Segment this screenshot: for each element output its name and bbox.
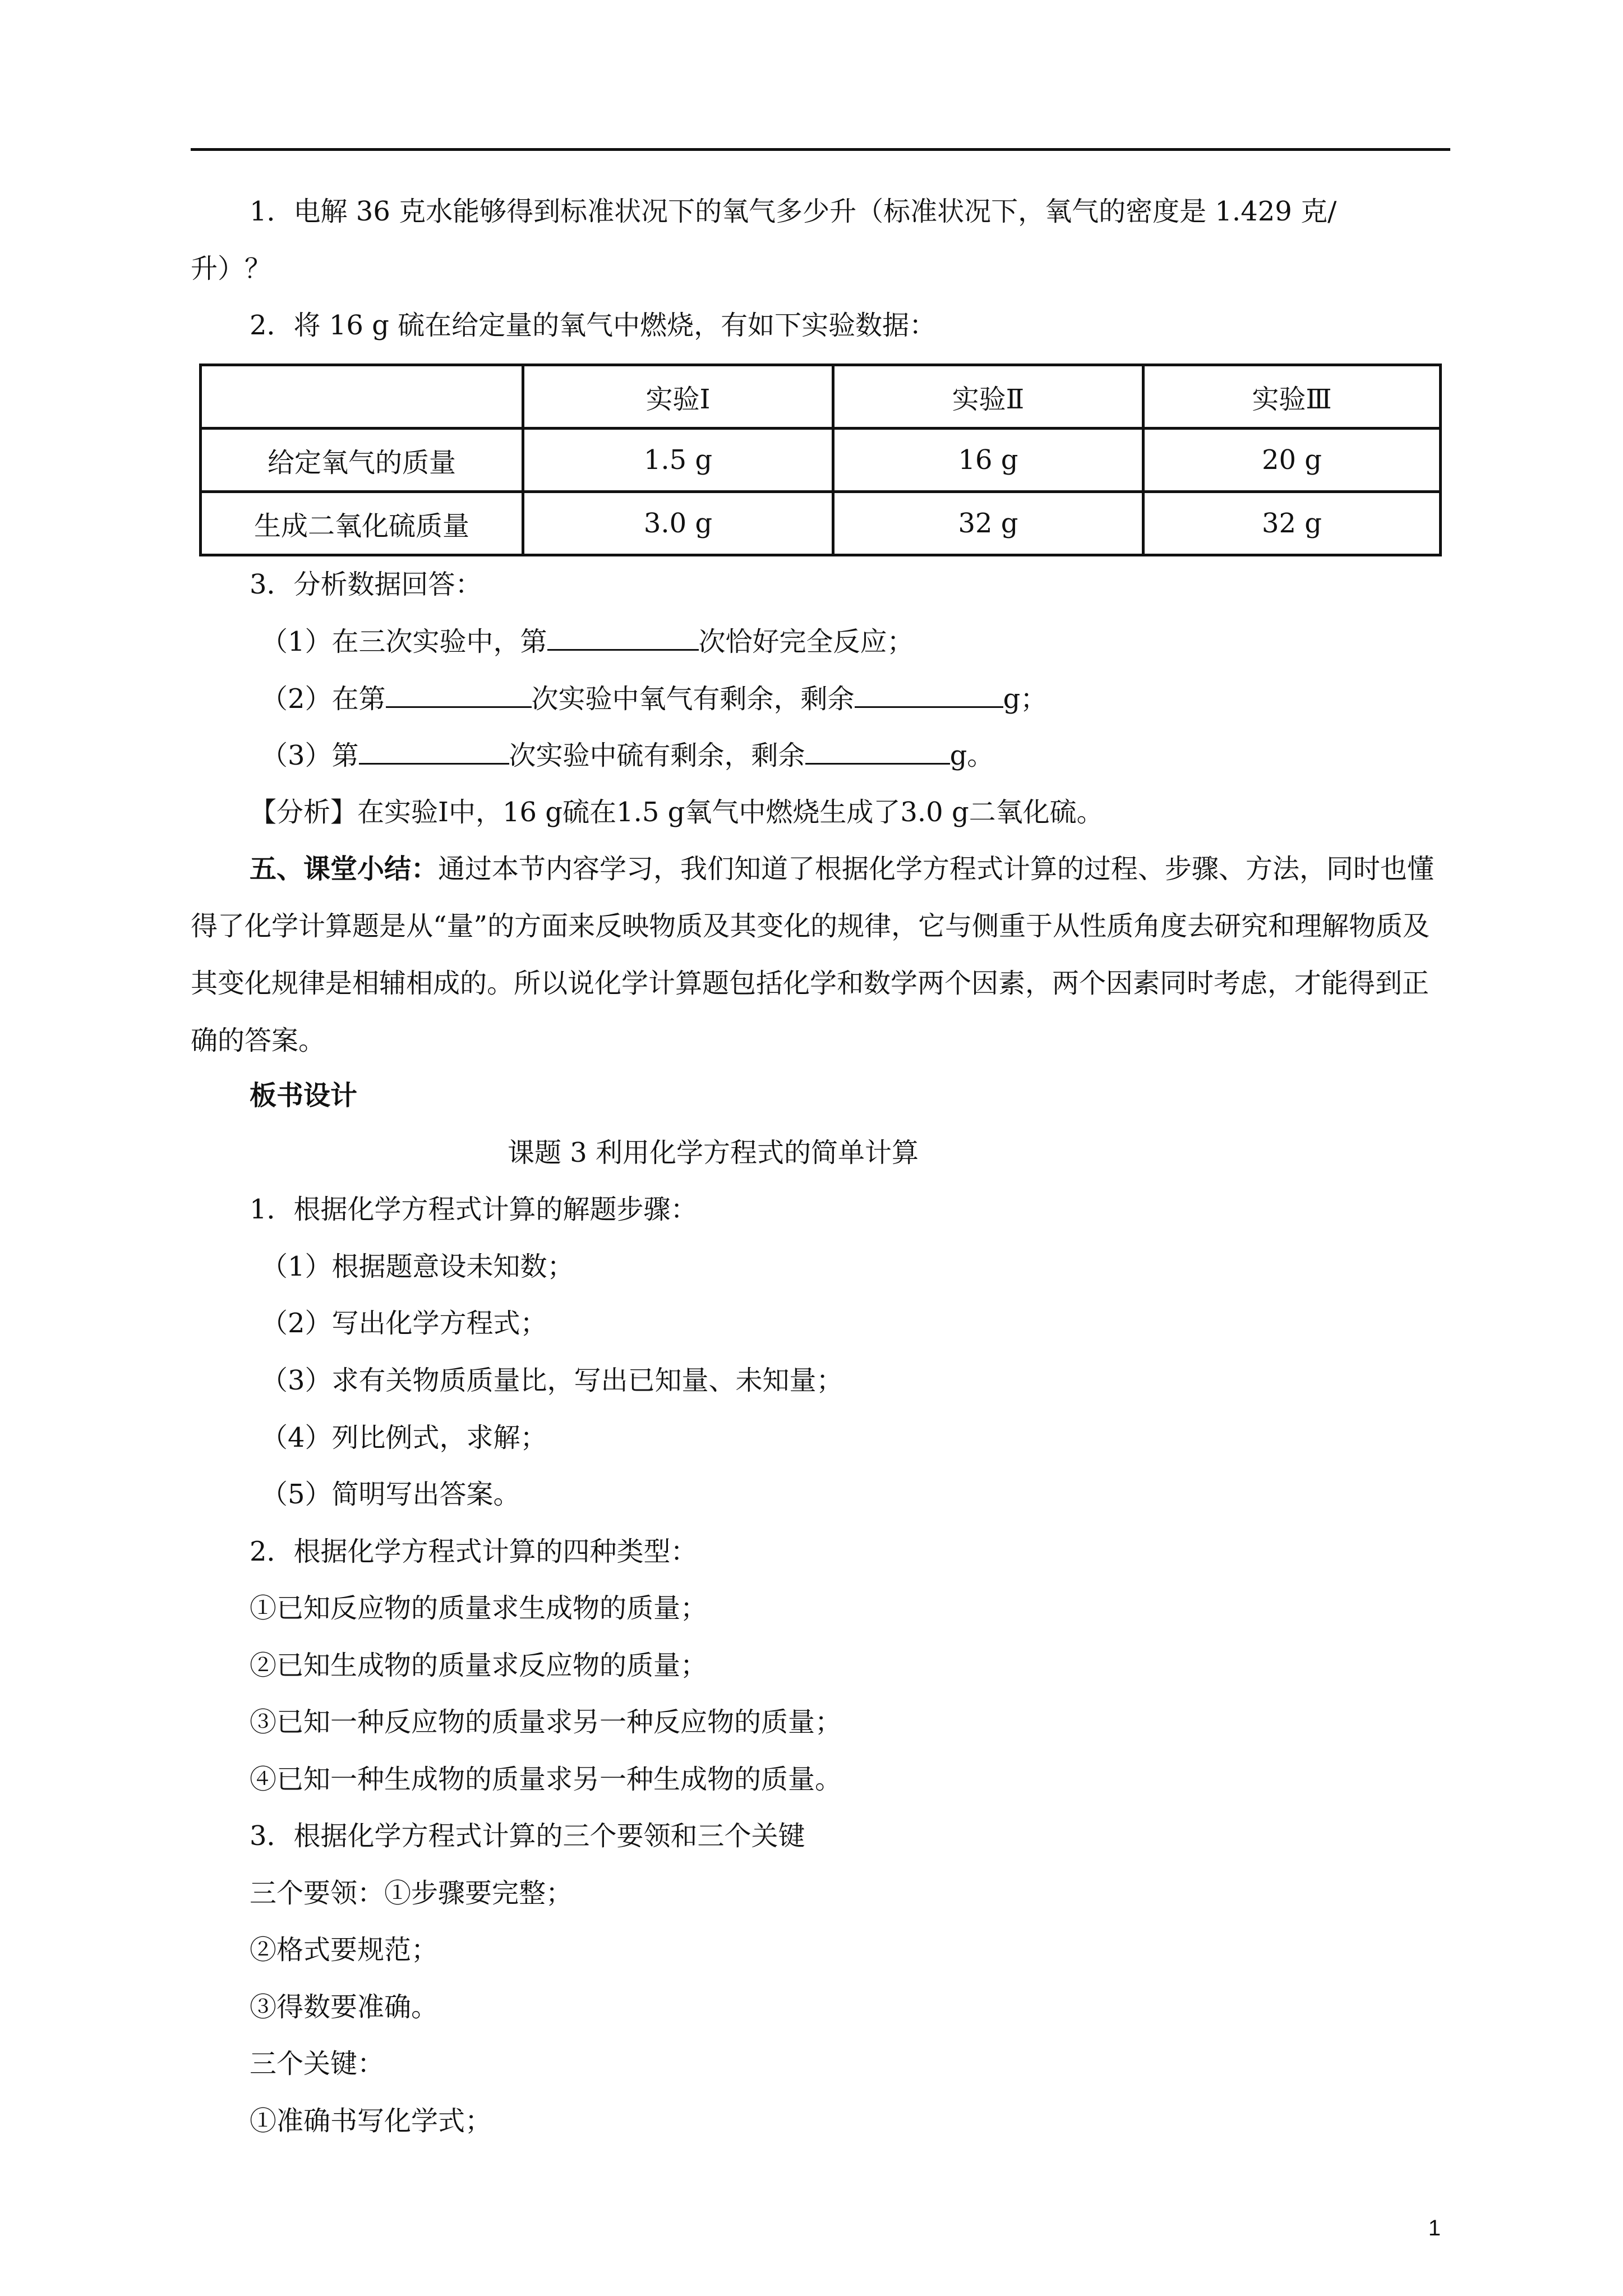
table-cell: 16 g	[833, 429, 1144, 492]
list-item: ②已知生成物的质量求反应物的质量；	[250, 1650, 708, 1681]
table-cell: 3.0 g	[523, 492, 833, 555]
table-row	[201, 429, 1441, 492]
list-item: ③已知一种反应物的质量求另一种反应物的质量；	[250, 1706, 842, 1738]
class-summary	[191, 840, 1450, 1069]
list-item: （1）根据题意设未知数；	[261, 1251, 574, 1282]
list-item: ①准确书写化学式；	[250, 2105, 492, 2137]
table-cell: 32 g	[1144, 492, 1441, 555]
item-text: g；	[1003, 683, 1048, 715]
item-text: 次实验中氧气有剩余，剩余	[531, 683, 855, 715]
list-item: 三个要领：①步骤要完整；	[250, 1878, 573, 1909]
item-text: 次实验中硫有剩余，剩余	[509, 740, 805, 771]
list-item: ④已知一种生成物的质量求另一种生成物的质量。	[250, 1764, 842, 1795]
table-header-cell: 实验Ⅱ	[833, 365, 1144, 429]
board-title: 课题 3 利用化学方程式的简单计算	[508, 1137, 919, 1168]
board-point-1: 1．根据化学方程式计算的解题步骤：	[250, 1194, 698, 1225]
board-heading: 板书设计	[250, 1080, 358, 1111]
list-item: ①已知反应物的质量求生成物的质量；	[250, 1593, 708, 1624]
list-item: （2）写出化学方程式；	[261, 1308, 547, 1339]
item-text: （1）在三次实验中，第	[261, 626, 547, 657]
experiment-table	[199, 364, 1442, 556]
item-text: （3）第	[261, 740, 359, 771]
header-rule	[191, 148, 1450, 151]
table-header-row	[201, 365, 1441, 429]
item-text: g。	[949, 740, 994, 771]
answer-blank[interactable]	[805, 738, 950, 765]
list-item: （3）求有关物质质量比，写出已知量、未知量；	[261, 1365, 843, 1396]
question-1-line-2: 升）？	[191, 253, 272, 284]
question-2-intro: 2．将 16 g 硫在给定量的氧气中燃烧，有如下实验数据：	[250, 310, 937, 341]
answer-blank[interactable]	[547, 624, 699, 651]
table-header-cell	[201, 365, 523, 429]
question-3-item-2	[261, 682, 1047, 716]
table-cell: 1.5 g	[523, 429, 833, 492]
list-item: ②格式要规范；	[250, 1934, 439, 1966]
table-cell: 生成二氧化硫质量	[201, 492, 523, 555]
list-item: 三个关键：	[250, 2048, 385, 2079]
list-item: （4）列比例式，求解；	[261, 1422, 547, 1453]
table-row	[201, 492, 1441, 555]
list-item: ③得数要准确。	[250, 1991, 439, 2023]
board-point-3: 3．根据化学方程式计算的三个要领和三个关键	[250, 1820, 805, 1852]
table-cell: 20 g	[1144, 429, 1441, 492]
analysis-text: 【分析】在实验Ⅰ中，16 g硫在1.5 g氧气中燃烧生成了3.0 g二氧化硫。	[250, 797, 1104, 828]
answer-blank[interactable]	[386, 682, 532, 708]
answer-blank[interactable]	[359, 738, 509, 765]
table-cell: 32 g	[833, 492, 1144, 555]
table-header-cell: 实验Ⅰ	[523, 365, 833, 429]
summary-label: 五、课堂小结：	[250, 853, 439, 885]
question-3-item-3	[261, 738, 994, 772]
table-cell: 给定氧气的质量	[201, 429, 523, 492]
list-item: （5）简明写出答案。	[261, 1479, 520, 1510]
question-3-item-1	[261, 624, 914, 659]
question-3-intro: 3．分析数据回答：	[250, 569, 482, 600]
summary-text: 通过本节内容学习，我们知道了根据化学方程式计算的过程、步骤、方法，同时也懂得了化学计算题是从“量”的方面来反映物质及其变化的规律，它与侧重于从性质角度去研究和理解物质及其变化规律是相辅相成的。所以说化学计算题包括化学和数学两个因素，两个因素同时考虑，才能得到正确的答案。	[191, 853, 1435, 1056]
question-1-line-1: 1．电解 36 克水能够得到标准状况下的氧气多少升（标准状况下，氧气的密度是 1.429 克/	[250, 196, 1337, 227]
answer-blank[interactable]	[855, 682, 1003, 708]
board-point-2: 2．根据化学方程式计算的四种类型：	[250, 1536, 698, 1567]
table-header-cell: 实验Ⅲ	[1144, 365, 1441, 429]
item-text: 次恰好完全反应；	[698, 626, 914, 657]
page-number: 1	[1428, 2216, 1441, 2240]
item-text: （2）在第	[261, 683, 386, 715]
